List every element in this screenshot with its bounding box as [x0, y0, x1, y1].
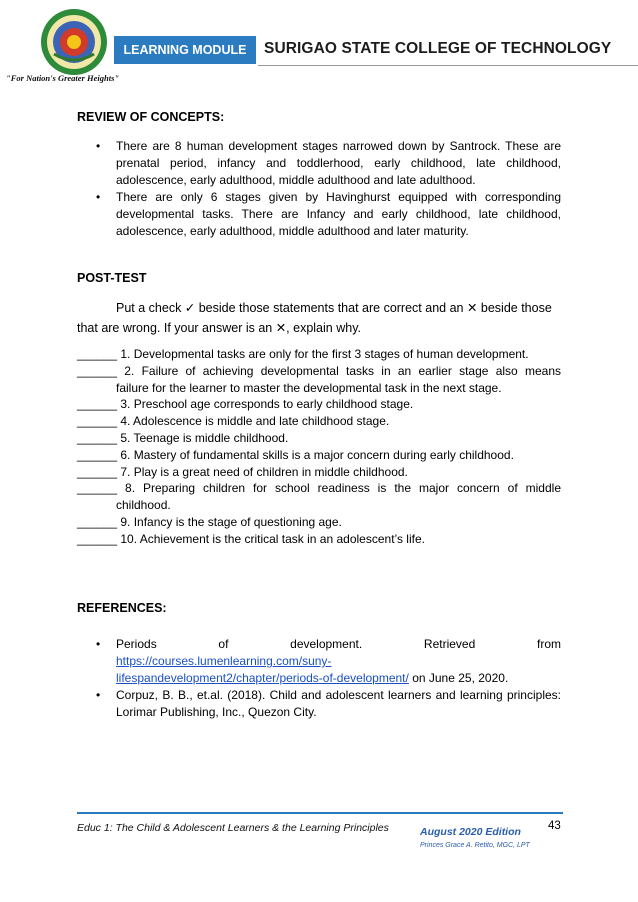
- list-item: ______ 10. Achievement is the critical task in an adolescent’s life.: [77, 531, 425, 546]
- footer-author: Princes Grace A. Retito, MGC, LPT: [420, 842, 530, 849]
- review-title: REVIEW OF CONCEPTS:: [77, 110, 225, 124]
- footer-course: Educ 1: The Child & Adolescent Learners & the Learning Principles: [77, 822, 389, 834]
- posttest-instruction-line2: that are wrong. If your answer is an ✕, explain why.: [77, 321, 361, 335]
- learning-module-label: LEARNING MODULE: [114, 36, 256, 64]
- reference-link[interactable]: https://courses.lumenlearning.com/suny- lifespandevelopment2/chapter/periods-of-development/: [116, 654, 409, 685]
- list-item: ______ 9. Infancy is the stage of questioning age.: [77, 514, 342, 529]
- footer-divider: [77, 812, 563, 814]
- posttest-instruction-line1: Put a check ✓ beside those statements that are correct and an ✕ beside those: [116, 301, 552, 315]
- posttest-items: [77, 346, 561, 548]
- list-item: ______ 1. Developmental tasks are only for the first 3 stages of human development.: [77, 347, 529, 361]
- list-item: • Corpuz, B. B., et.al. (2018). Child and adolescent learners and learning principles: Lorimar Publishing, Inc., Quezon City.: [96, 688, 561, 719]
- college-name: SURIGAO STATE COLLEGE OF TECHNOLOGY: [264, 40, 612, 57]
- reference-1-date: on June 25, 2020.: [408, 671, 509, 685]
- list-item: ______ 4. Adolescence is middle and late childhood stage.: [77, 414, 390, 429]
- posttest-title: POST-TEST: [77, 271, 147, 285]
- list-item: ______ 3. Preschool age corresponds to early childhood stage.: [77, 397, 414, 412]
- header-divider: [258, 65, 638, 66]
- list-item: ______ 5. Teenage is middle childhood.: [77, 430, 289, 445]
- bullet-icon: •: [96, 637, 101, 651]
- review-list: [96, 138, 561, 240]
- references-title: REFERENCES:: [77, 601, 167, 615]
- college-seal-logo: [40, 8, 108, 76]
- list-item: ______ 7. Play is a great need of children in middle childhood.: [77, 464, 408, 479]
- footer-edition: August 2020 Edition: [420, 826, 521, 838]
- list-item: • There are 8 human development stages narrowed down by Santrock. These are prenatal period, infancy and toddlerhood, early childhood, late childhood, adolescence, early adulthood, middle adulthood and late adulthood.: [96, 139, 561, 187]
- list-item: ______ 8. Preparing children for school readiness is the major concern of middle childhood.: [77, 481, 561, 513]
- bullet-icon: •: [96, 190, 101, 204]
- bullet-icon: •: [96, 139, 101, 153]
- bullet-icon: •: [96, 688, 101, 702]
- reference-1-heading: Periods of development. Retrieved from: [116, 637, 561, 651]
- list-item: • There are only 6 stages given by Havinghurst equipped with corresponding developmental tasks. There are Infancy and early childhood, late childhood, adolescence, early adulthood, middle adulthood and later maturity.: [96, 190, 561, 238]
- list-item: ______ 2. Failure of achieving developmental tasks in an earlier stage also means failure for the learner to master the developmental task in the next stage.: [77, 363, 561, 395]
- list-item: [96, 636, 561, 687]
- page-number: 43: [548, 820, 561, 832]
- list-item: ______ 6. Mastery of fundamental skills is a major concern during early childhood.: [77, 447, 514, 462]
- references-list: [96, 636, 561, 721]
- college-motto: "For Nation's Greater Heights": [6, 73, 120, 83]
